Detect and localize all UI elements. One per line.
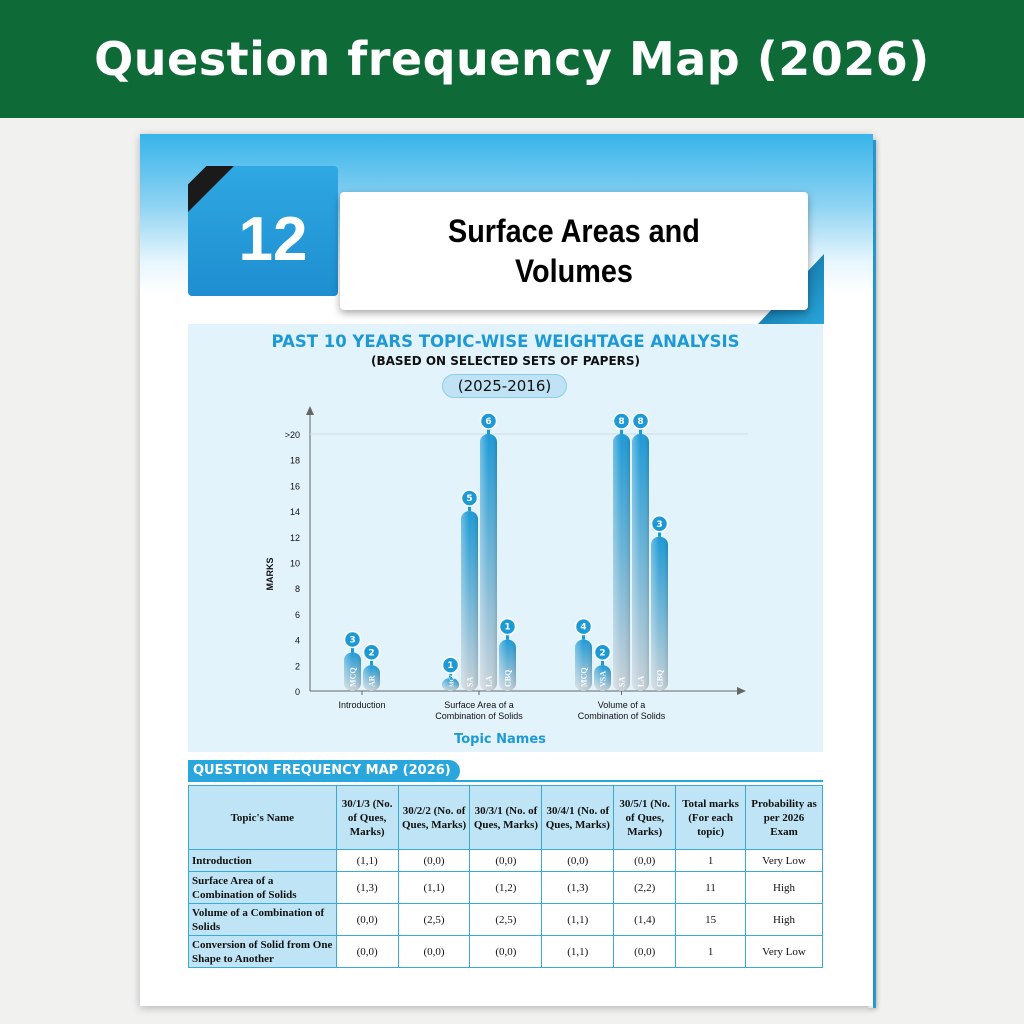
question-count-label: 6: [485, 417, 492, 427]
chapter-title: [448, 211, 700, 291]
table-cell: (0,0): [542, 850, 614, 872]
bar-shade: [632, 434, 649, 691]
chapter-title-box: [340, 192, 808, 310]
table-cell: (1,1): [542, 936, 614, 968]
y-tick-label: >20: [284, 430, 300, 440]
question-count-label: 2: [599, 648, 606, 659]
y-tick-label: 4: [294, 635, 300, 646]
question-count-label: 8: [618, 417, 625, 427]
table-cell: (0,0): [614, 850, 676, 872]
table-cell: (2,2): [614, 872, 676, 904]
bar-type-label: VSA: [598, 670, 608, 687]
table-header-cell: 30/3/1 (No. of Ques, Marks): [470, 786, 542, 850]
table-cell: (1,2): [470, 872, 542, 904]
table-topic-cell: Conversion of Solid from One Shape to Another: [189, 936, 337, 968]
table-cell: Very Low: [746, 850, 823, 872]
table-cell: (0,0): [336, 904, 398, 936]
table-cell: (0,0): [470, 936, 542, 968]
table-header-row: [189, 786, 823, 850]
table-row: [189, 936, 823, 968]
table-topic-cell: Volume of a Combination of Solids: [189, 904, 337, 936]
question-count-label: 1: [447, 661, 454, 672]
bar-shade: [613, 434, 630, 691]
table-cell: 1: [676, 850, 746, 872]
table-header-cell: Total marks (For each topic): [676, 786, 746, 850]
table-cell: 1: [676, 936, 746, 968]
question-count-label: 8: [637, 417, 644, 427]
bar-type-label: LA: [484, 675, 494, 687]
weightage-chart: [188, 324, 823, 752]
y-tick-label: 18: [289, 455, 300, 466]
table-header-cell: 30/1/3 (No. of Ques, Marks): [336, 786, 398, 850]
y-tick-label: 16: [289, 481, 300, 492]
bar-type-label: LA: [636, 675, 646, 687]
bar-shade: [461, 511, 478, 691]
table-cell: (1,1): [336, 850, 398, 872]
table-cell: High: [746, 872, 823, 904]
y-tick-label: 2: [294, 661, 300, 672]
top-banner: [0, 0, 1024, 118]
bar-type-label: MCQ: [449, 672, 456, 687]
bar-type-label: MCQ: [579, 667, 589, 687]
bar-type-label: SA: [617, 676, 627, 687]
table-row: [189, 850, 823, 872]
table-cell: (2,5): [398, 904, 470, 936]
y-axis-arrow: [306, 406, 314, 415]
table-body: [189, 850, 823, 968]
y-tick-label: 14: [289, 507, 300, 518]
table-row: [189, 904, 823, 936]
question-count-label: 1: [504, 622, 511, 633]
question-count-label: 5: [466, 494, 473, 505]
table-cell: 15: [676, 904, 746, 936]
group-label: Introduction: [338, 700, 386, 710]
chart-years-pill: (2025-2016): [442, 374, 567, 398]
table-cell: (1,3): [336, 872, 398, 904]
bar-shade: [651, 537, 668, 691]
chapter-title-line2: Volumes: [515, 253, 633, 289]
table-cell: 11: [676, 872, 746, 904]
table-header-cell: Probability as per 2026 Exam: [746, 786, 823, 850]
banner-title: Question frequency Map (2026): [94, 32, 930, 86]
bar-type-label: AR: [367, 675, 377, 687]
table-cell: High: [746, 904, 823, 936]
table-header-cell: 30/4/1 (No. of Ques, Marks): [542, 786, 614, 850]
y-tick-label: 10: [289, 558, 300, 569]
group-label: Surface Area of a: [444, 700, 514, 710]
y-tick-label: 6: [294, 609, 300, 620]
table-header-cell: 30/2/2 (No. of Ques, Marks): [398, 786, 470, 850]
book-page: [140, 134, 873, 1006]
y-tick-label: 8: [294, 584, 300, 595]
table-cell: (1,1): [542, 904, 614, 936]
table-heading: QUESTION FREQUENCY MAP (2026): [188, 760, 460, 782]
table-cell: (1,4): [614, 904, 676, 936]
chapter-title-line1: Surface Areas and: [448, 213, 700, 249]
y-tick-label: 0: [294, 687, 300, 697]
bar-type-label: CBQ: [503, 669, 513, 687]
y-tick-label: 12: [289, 532, 300, 543]
bar-type-label: MCQ: [348, 667, 358, 687]
y-axis-label: MARKS: [265, 557, 275, 591]
group-label: Combination of Solids: [435, 711, 523, 721]
group-label: Combination of Solids: [577, 711, 666, 721]
group-label: Volume of a: [597, 700, 646, 710]
x-axis-label: Topic Names: [454, 732, 546, 747]
table-cell: (0,0): [398, 936, 470, 968]
question-count-label: 3: [656, 519, 663, 530]
table-cell: (0,0): [336, 936, 398, 968]
question-count-label: 3: [349, 635, 356, 646]
question-count-label: 4: [580, 622, 587, 633]
table-cell: (2,5): [470, 904, 542, 936]
question-frequency-table: [188, 785, 823, 968]
bar-type-label: SA: [465, 676, 475, 687]
table-topic-cell: Introduction: [189, 850, 337, 872]
chapter-number: 12: [238, 205, 308, 274]
bar-type-label: CBQ: [655, 669, 665, 687]
table-cell: (0,0): [614, 936, 676, 968]
table-cell: Very Low: [746, 936, 823, 968]
table-cell: (1,3): [542, 872, 614, 904]
table-cell: (0,0): [398, 850, 470, 872]
chart-panel: [188, 324, 823, 752]
table-cell: (0,0): [470, 850, 542, 872]
chart-title: PAST 10 YEARS TOPIC-WISE WEIGHTAGE ANALYSIS: [271, 332, 740, 351]
question-count-label: 2: [368, 648, 375, 659]
table-cell: (1,1): [398, 872, 470, 904]
table-row: [189, 872, 823, 904]
table-heading-rule: [188, 780, 823, 782]
table-topic-cell: Surface Area of a Combination of Solids: [189, 872, 337, 904]
bar-shade: [480, 434, 497, 691]
table-header-cell: 30/5/1 (No. of Ques, Marks): [614, 786, 676, 850]
x-axis-arrow: [737, 687, 746, 695]
table-header-cell: Topic's Name: [189, 786, 337, 850]
chart-subtitle: (BASED ON SELECTED SETS OF PAPERS): [370, 354, 641, 368]
